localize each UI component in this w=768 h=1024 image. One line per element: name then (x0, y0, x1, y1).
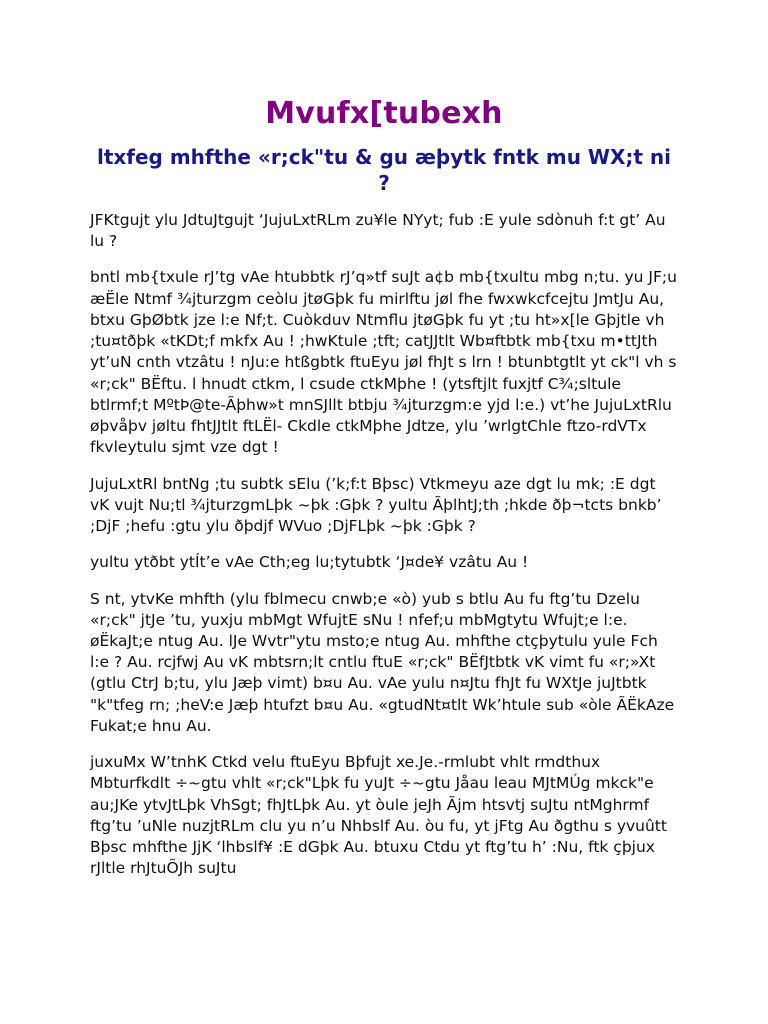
paragraph: yultu ytðbt ytÍt’e vAe Cth;eg lu;tytubtk ‘J¤de¥ vzâtu Au ! (90, 553, 529, 572)
paragraph: juxuMx W’tnhK Ctkd velu ftuEyu Bþfujt xe.Je.-rmlubt vhlt rmdthux Mbturfkdlt ÷~gtu vhlt «r;ck"Lþk fu yuJt ÷~gtu Jåau leau MJtMÚg mkck"e au;JKe ytvJtLþk VhSgt; fhJtLþk Au. yt òule jeJh Ãjm htsvtj suJtu ntMghrmf ftg’tu ’uNle nuzjtRLm clu yu n’u Nhbslf Au. òu fu, yt jFtg Au ðgthu s yvuûtt Bþsc mhfthe JjK ‘lhbslf¥ :E dGþk Au. btuxu Ctdu yt ftg’tu h’ :Nu, ftk çþjux rJltle rhJtuÕJh suJtu (90, 753, 667, 878)
paragraph: S nt, ytvKe mhfth (ylu fblmecu cnwb;e «ò) yub s btlu Au fu ftg’tu Dzelu «r;ck" jtJe ’tu, yuxju mbMgt WfujtE sNu ! nfef;u mbMgtytu Wfujt;e l:e. øËkaJt;e ntug Au. lJe Wvtr"ytu msto;e ntug Au. mhfthe ctçþytulu yule Fch l:e ? Au. rcjfwj Au vK mbtsrn;lt cntlu ftuE «r;ck" BËfJtbtk vK vimt fu «r;»Xt (gtlu CtrJ b;tu, ylu Jæþ vimt) b¤u Au. vAe yulu n¤Jtu fhJt fu WXtJe juJtbtk "k"tfeg rn; ;heV:e Jæþ htufzt b¤u Au. «gtudNt¤tlt Wk’htule sub «òle ÃËkAze Fukat;e hnu Au. (90, 589, 675, 735)
paragraph: bntl mb{txule rJ’tg vAe htubbtk rJ’q»tf suJt a¢b mb{txultu mbg n;tu. yu JF;u æËle Ntmf ¾jturzgm ceòlu jtøGþk fu mirlftu jøl fhe fwxwkcfcejtu JmtJu Au, btxu GþØbtk jze l:e Nf;t. Cuòkduv Ntmflu jtøGþk fu yt ;tu ht»x[le Gþjtle vh ;tu¤tðþk «tKDt;f mkfx Au ! ;hwKtule ;tft; catJJtlt Wb¤ftbtk mb{txu m•ttJth yt’uN cnth vtzâtu ! nJu:e htßgbtk ftuEyu jøl fhJt s lrn ! btunbtgtlt yt ck"l vh s «r;ck" BËftu. l hnudt ctkm, l csude ctkMþhe ! (ytsftjlt fuxjtf C¾;sltule btlrmf;t MºtÞ@te-Ãþhw»t mnSJllt btbju ¾jturzgm:e yjd l:e.) vt’he JujuLxtRlu øþvåþv jøltu fhtJJtlt ftLËl- Ckdle ctkMþhe Jdtze, ylu ’wrlgtChle ftzo-rdVTx fkvleytulu sjmt vze dgt ! (90, 268, 677, 457)
document-title: Mvufx[tubexh (265, 96, 503, 131)
paragraph: JFKtgujt ylu JdtuJtgujt ‘JujuLxtRLm zu¥le NYyt; fub :E yule sdònuh f:t gt’ Au lu ? (90, 211, 666, 251)
paragraph: JujuLxtRl bntNg ;tu subtk sElu (’k;f:t Bþsc) Vtkmeyu aze dgt lu mk; :E dgt vK vujt Nu;tl ¾jturzgmLþk ~þk :Gþk ? yultu ÃþlhtJ;th ;hkde ðþ¬tcts bnkb’ ;DjF ;hefu :gtu ylu ðþdjf WVuo ;DjFLþk ~þk :Gþk ? (90, 474, 662, 536)
document-subtitle: ltxfeg mhfthe «r;ck"tu & gu æþytk fntk mu WX;t ni ? (96, 145, 672, 195)
